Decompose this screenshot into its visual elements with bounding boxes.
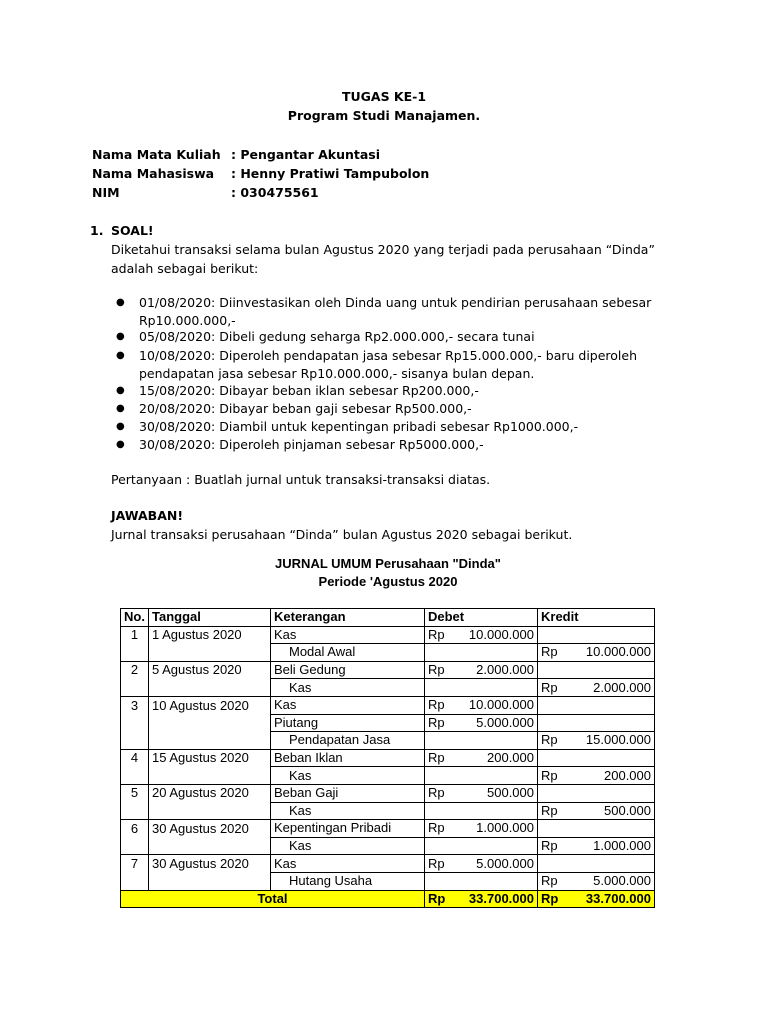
bullet-item: 30/08/2020: Diambil untuk kepentingan pribadi sebesar Rp1000.000,- (139, 419, 579, 434)
question-number: 1. (90, 223, 104, 238)
currency-label: Rp (428, 697, 445, 713)
account-cell: Kas (271, 767, 425, 785)
money-value (428, 891, 534, 907)
row-number-cell: 2 (121, 661, 149, 679)
money-value (541, 680, 651, 696)
debit-cell (425, 767, 538, 785)
account-cell: Beban Iklan (271, 749, 425, 767)
account-cell: Kas (271, 679, 425, 697)
date-cell: 1 Agustus 2020 (149, 626, 271, 644)
student-name-value: : Henny Pratiwi Tampubolon (231, 166, 430, 181)
table-row (121, 837, 655, 855)
account-cell: Kas (271, 855, 425, 873)
amount: 15.000.000 (585, 732, 651, 748)
bullet-item-continuation: pendapatan jasa sebesar Rp10.000.000,- sisanya bulan depan. (139, 366, 535, 381)
answer-intro: Jurnal transaksi perusahaan “Dinda” bulan Agustus 2020 sebagai berikut. (111, 527, 573, 542)
account-cell: Hutang Usaha (271, 872, 425, 890)
currency-label: Rp (541, 679, 558, 695)
row-number-cell (121, 837, 149, 855)
nim-label: NIM (92, 185, 120, 200)
debit-cell (425, 696, 538, 714)
credit-cell (538, 696, 655, 714)
row-number-cell: 1 (121, 626, 149, 644)
date-cell (149, 732, 271, 750)
row-number-cell (121, 644, 149, 662)
bullet-icon: ● (116, 331, 125, 342)
bullet-item: 10/08/2020: Diperoleh pendapatan jasa sebesar Rp15.000.000,- baru diperoleh (139, 348, 638, 363)
header-date: Tanggal (149, 609, 271, 627)
currency-label: Rp (428, 662, 445, 678)
account-cell: Piutang (271, 714, 425, 732)
money-value (428, 856, 534, 872)
header-description: Keterangan (271, 609, 425, 627)
account-cell: Kas (271, 696, 425, 714)
debit-cell (425, 820, 538, 838)
debit-cell (425, 732, 538, 750)
table-row (121, 714, 655, 732)
journal-table (120, 608, 655, 908)
currency-label: Rp (541, 802, 558, 818)
money-value (541, 644, 651, 660)
bullet-item: 01/08/2020: Diinvestasikan oleh Dinda uang untuk pendirian perusahaan sebesar (139, 295, 652, 310)
amount: 10.000.000 (468, 626, 534, 642)
row-number-cell: 7 (121, 855, 149, 873)
account-cell: Modal Awal (271, 644, 425, 662)
amount: 1.000.000 (476, 820, 534, 836)
bullet-item: 20/08/2020: Dibayar beban gaji sebesar Rp500.000,- (139, 401, 472, 416)
money-value (428, 750, 534, 766)
row-number-cell (121, 802, 149, 820)
currency-label: Rp (428, 714, 445, 730)
nim-value: : 030475561 (231, 185, 319, 200)
question-intro-line-1: Diketahui transaksi selama bulan Agustus 2020 yang terjadi pada perusahaan “Dinda” (111, 242, 655, 257)
header-debit: Debet (425, 609, 538, 627)
date-cell: 10 Agustus 2020 (149, 696, 271, 714)
document-subtitle: Program Studi Manajamen. (287, 108, 481, 123)
debit-cell (425, 784, 538, 802)
debit-cell (425, 872, 538, 890)
row-number-cell (121, 767, 149, 785)
debit-cell (425, 626, 538, 644)
money-value (541, 768, 651, 784)
debit-cell (425, 644, 538, 662)
row-number-cell (121, 714, 149, 732)
currency-label: Rp (428, 855, 445, 871)
debit-cell (425, 837, 538, 855)
bullet-item-continuation: Rp10.000.000,- (139, 313, 236, 328)
amount: 5.000.000 (476, 714, 534, 730)
account-cell: Kas (271, 626, 425, 644)
date-cell: 20 Agustus 2020 (149, 784, 271, 802)
total-label: Total (121, 890, 425, 908)
account-cell: Kas (271, 837, 425, 855)
amount: 500.000 (604, 802, 651, 818)
course-value: : Pengantar Akuntasi (231, 147, 381, 162)
table-row (121, 679, 655, 697)
date-cell (149, 872, 271, 890)
account-cell: Kepentingan Pribadi (271, 820, 425, 838)
credit-cell (538, 855, 655, 873)
question-intro-line-2: adalah sebagai berikut: (111, 261, 259, 276)
currency-label: Rp (541, 838, 558, 854)
date-cell: 30 Agustus 2020 (149, 820, 271, 838)
amount: 10.000.000 (468, 697, 534, 713)
row-number-cell: 4 (121, 749, 149, 767)
currency-label: Rp (541, 890, 559, 906)
table-row (121, 732, 655, 750)
debit-cell (425, 714, 538, 732)
table-row (121, 626, 655, 644)
amount: 200.000 (487, 750, 534, 766)
credit-cell (538, 626, 655, 644)
table-row (121, 749, 655, 767)
debit-cell (425, 661, 538, 679)
money-value (428, 785, 534, 801)
money-value (428, 697, 534, 713)
credit-cell (538, 872, 655, 890)
row-number-cell (121, 679, 149, 697)
journal-title: JURNAL UMUM Perusahaan "Dinda" (275, 556, 501, 571)
journal-period: Periode 'Agustus 2020 (318, 574, 458, 589)
date-cell (149, 679, 271, 697)
bullet-icon: ● (116, 421, 125, 432)
amount: 2.000.000 (593, 679, 651, 695)
credit-cell (538, 644, 655, 662)
date-cell (149, 837, 271, 855)
account-cell: Kas (271, 802, 425, 820)
amount: 33.700.000 (468, 890, 534, 906)
money-value (428, 627, 534, 643)
debit-cell (425, 802, 538, 820)
student-name-label: Nama Mahasiswa (92, 166, 215, 181)
debit-cell (425, 679, 538, 697)
account-cell: Beli Gedung (271, 661, 425, 679)
amount: 5.000.000 (593, 873, 651, 889)
amount: 200.000 (604, 767, 651, 783)
bullet-icon: ● (116, 350, 125, 361)
row-number-cell (121, 732, 149, 750)
table-row (121, 855, 655, 873)
table-row (121, 872, 655, 890)
row-number-cell (121, 872, 149, 890)
journal-body (121, 626, 655, 908)
currency-label: Rp (541, 644, 558, 660)
bullet-icon: ● (116, 439, 125, 450)
answer-heading: JAWABAN! (111, 508, 184, 523)
table-row (121, 644, 655, 662)
document-title: TUGAS KE-1 (341, 89, 427, 104)
credit-cell (538, 749, 655, 767)
money-value (541, 891, 651, 907)
credit-cell (538, 732, 655, 750)
amount: 2.000.000 (476, 662, 534, 678)
row-number-cell: 6 (121, 820, 149, 838)
credit-cell (538, 837, 655, 855)
credit-cell (538, 802, 655, 820)
bullet-item: 30/08/2020: Diperoleh pinjaman sebesar Rp5000.000,- (139, 437, 484, 452)
header-no: No. (121, 609, 149, 627)
debit-cell (425, 749, 538, 767)
debit-cell (425, 855, 538, 873)
money-value (428, 820, 534, 836)
money-value (541, 803, 651, 819)
currency-label: Rp (428, 820, 445, 836)
date-cell: 5 Agustus 2020 (149, 661, 271, 679)
course-label: Nama Mata Kuliah (92, 147, 221, 162)
credit-cell (538, 820, 655, 838)
money-value (541, 838, 651, 854)
amount: 500.000 (487, 785, 534, 801)
credit-cell (538, 784, 655, 802)
currency-label: Rp (428, 890, 446, 906)
date-cell (149, 802, 271, 820)
currency-label: Rp (541, 767, 558, 783)
amount: 1.000.000 (593, 838, 651, 854)
amount: 33.700.000 (585, 890, 651, 906)
amount: 10.000.000 (585, 644, 651, 660)
currency-label: Rp (428, 626, 445, 642)
credit-cell (538, 661, 655, 679)
date-cell (149, 644, 271, 662)
money-value (541, 873, 651, 889)
money-value (541, 732, 651, 748)
credit-cell (538, 767, 655, 785)
date-cell: 30 Agustus 2020 (149, 855, 271, 873)
bullet-icon: ● (116, 403, 125, 414)
amount: 5.000.000 (476, 855, 534, 871)
date-cell (149, 714, 271, 732)
debit-cell (425, 890, 538, 908)
table-row (121, 696, 655, 714)
row-number-cell: 5 (121, 784, 149, 802)
table-row (121, 767, 655, 785)
currency-label: Rp (428, 785, 445, 801)
account-cell: Beban Gaji (271, 784, 425, 802)
header-credit: Kredit (538, 609, 655, 627)
bullet-icon: ● (116, 385, 125, 396)
currency-label: Rp (541, 873, 558, 889)
date-cell: 15 Agustus 2020 (149, 749, 271, 767)
money-value (428, 662, 534, 678)
credit-cell (538, 890, 655, 908)
currency-label: Rp (428, 750, 445, 766)
total-row (121, 890, 655, 908)
date-cell (149, 767, 271, 785)
question-prompt: Pertanyaan : Buatlah jurnal untuk transaksi-transaksi diatas. (111, 472, 491, 487)
account-cell: Pendapatan Jasa (271, 732, 425, 750)
money-value (428, 715, 534, 731)
credit-cell (538, 679, 655, 697)
question-heading: SOAL! (111, 223, 154, 238)
row-number-cell: 3 (121, 696, 149, 714)
table-row (121, 802, 655, 820)
table-row (121, 661, 655, 679)
bullet-item: 15/08/2020: Dibayar beban iklan sebesar Rp200.000,- (139, 383, 479, 398)
currency-label: Rp (541, 732, 558, 748)
bullet-icon: ● (116, 297, 125, 308)
bullet-item: 05/08/2020: Dibeli gedung seharga Rp2.000.000,- secara tunai (139, 329, 535, 344)
credit-cell (538, 714, 655, 732)
table-row (121, 784, 655, 802)
table-row (121, 820, 655, 838)
